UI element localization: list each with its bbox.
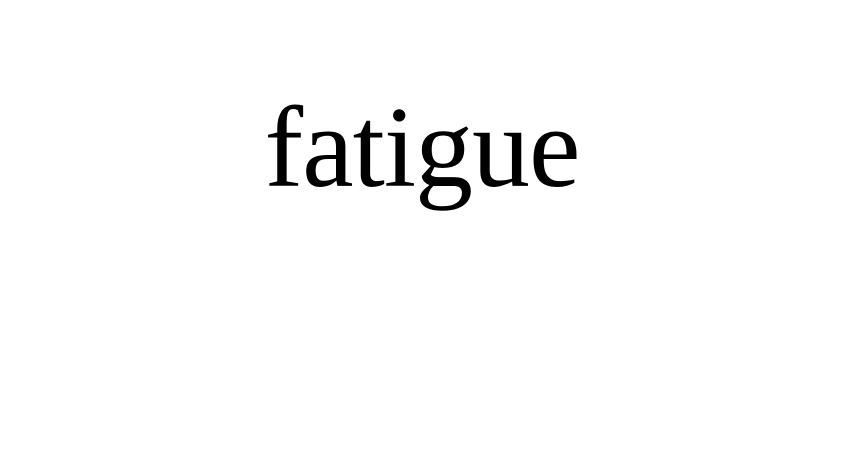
word-text: fatigue (264, 84, 580, 212)
